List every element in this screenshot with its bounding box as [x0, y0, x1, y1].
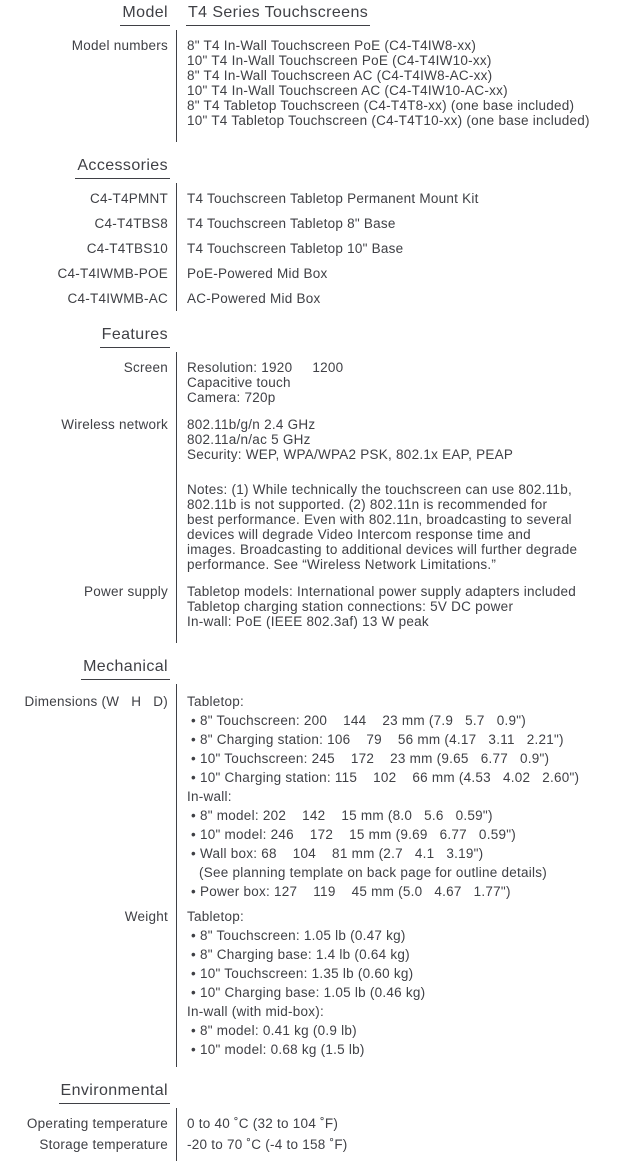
row-value — [176, 684, 641, 901]
section-header-model: Model — [120, 4, 170, 26]
section-header-accessories: Accessories — [75, 157, 170, 179]
row-accessory — [0, 211, 641, 236]
spec-line: Resolution: 1920 1200 — [187, 360, 344, 375]
spec-line: 8" T4 In-Wall Touchscreen PoE (C4-T4IW8-xx) — [187, 38, 477, 53]
spec-line: Tabletop models: International power supply adapters included — [187, 584, 576, 599]
spec-line: T4 Touchscreen Tabletop Permanent Mount Kit — [187, 191, 479, 206]
section-header-cell — [0, 658, 176, 680]
section-header-row — [0, 4, 641, 26]
section-header-row — [0, 658, 641, 680]
section-header-cell — [0, 157, 176, 179]
section-header-row — [0, 157, 641, 179]
spec-line: In-wall: — [187, 789, 232, 804]
spec-line: Tabletop charging station connections: 5V DC power — [187, 599, 514, 614]
row-label: Wireless network — [61, 417, 168, 432]
spec-line: • 8" Charging base: 1.4 lb (0.64 kg) — [187, 947, 410, 962]
row-value — [176, 411, 641, 578]
spec-line: 8" T4 In-Wall Touchscreen AC (C4-T4IW8-AC-xx) — [187, 68, 493, 83]
section-header-cell — [0, 326, 176, 348]
row-accessory — [0, 261, 641, 286]
row-label: Operating temperature — [26, 1116, 168, 1131]
spec-line: 802.11b is not supported. (2) 802.11n is recommended for — [187, 497, 548, 512]
spec-line: performance. See “Wireless Network Limitations.” — [187, 557, 497, 572]
spec-line: 10" T4 Tabletop Touchscreen (C4-T4T10-xx) (one base included) — [187, 113, 590, 128]
row-label: C4-T4TBS8 — [94, 216, 168, 231]
spec-line: In-wall (with mid-box): — [187, 1004, 325, 1019]
row-power-supply — [0, 578, 641, 643]
spec-line: Notes: (1) While technically the touchscreen can use 802.11b, — [187, 482, 572, 497]
row-label: Weight — [124, 909, 168, 924]
spec-line: • 10" model: 0.68 kg (1.5 lb) — [187, 1042, 365, 1057]
spec-line: devices will degrade Video Intercom response time and — [187, 527, 531, 542]
spec-line: -20 to 70 ˚C (-4 to 158 ˚F) — [187, 1137, 348, 1152]
spec-line: 8" T4 Tabletop Touchscreen (C4-T4T8-xx) (one base included) — [187, 98, 575, 113]
row-label: Screen — [123, 360, 168, 375]
row-value — [176, 578, 641, 643]
row-value — [176, 352, 641, 411]
row-wireless-network — [0, 411, 641, 578]
section-accessories — [0, 157, 641, 311]
row-value — [176, 183, 641, 211]
row-label: Storage temperature — [39, 1137, 168, 1152]
spec-line: 10" T4 In-Wall Touchscreen AC (C4-T4IW10-AC-xx) — [187, 83, 508, 98]
spec-line: T4 Touchscreen Tabletop 8" Base — [187, 216, 396, 231]
row-value — [176, 261, 641, 286]
spec-line: • 8" model: 202 142 15 mm (8.0 5.6 0.59") — [187, 808, 493, 823]
row-label: Model numbers — [71, 38, 168, 53]
spec-line: Tabletop: — [187, 909, 245, 924]
row-label: C4-T4TBS10 — [86, 241, 168, 256]
wireless-notes-paragraph — [187, 482, 641, 572]
row-accessory — [0, 286, 641, 311]
spec-line: Capacitive touch — [187, 375, 291, 390]
section-header-cell — [0, 4, 176, 26]
spec-line: PoE-Powered Mid Box — [187, 266, 328, 281]
spec-line: • 10" Touchscreen: 245 172 23 mm (9.65 6.77 0.9") — [187, 751, 550, 766]
spec-line: • 8" model: 0.41 kg (0.9 lb) — [187, 1023, 357, 1038]
section-header-features: Features — [100, 326, 170, 348]
row-value — [176, 901, 641, 1067]
row-model-numbers — [0, 30, 641, 142]
row-label: C4-T4IWMB-AC — [67, 291, 168, 306]
section-mechanical — [0, 658, 641, 1067]
row-dimensions — [0, 684, 641, 901]
spec-line: • Power box: 127 119 45 mm (5.0 4.67 1.77") — [187, 884, 511, 899]
row-weight — [0, 901, 641, 1067]
row-accessory — [0, 183, 641, 211]
spec-line: (See planning template on back page for outline details) — [187, 865, 547, 880]
spec-line: 802.11a/n/ac 5 GHz — [187, 432, 311, 447]
row-label: C4-T4PMNT — [89, 191, 168, 206]
spec-line: • 8" Charging station: 106 79 56 mm (4.17 3.11 2.21") — [187, 732, 564, 747]
section-model — [0, 4, 641, 142]
spec-line: In-wall: PoE (IEEE 802.3af) 13 W peak — [187, 614, 429, 629]
section-features — [0, 326, 641, 643]
spec-line: • 10" model: 246 172 15 mm (9.69 6.77 0.59") — [187, 827, 516, 842]
spec-line: • Wall box: 68 104 81 mm (2.7 4.1 3.19") — [187, 846, 484, 861]
row-label: Dimensions (W H D) — [24, 694, 168, 709]
section-header-row — [0, 1082, 641, 1104]
row-screen — [0, 352, 641, 411]
row-value — [176, 1134, 641, 1161]
spec-line: 10" T4 In-Wall Touchscreen PoE (C4-T4IW10-xx) — [187, 53, 492, 68]
row-value — [176, 1108, 641, 1134]
row-label: Power supply — [83, 584, 168, 599]
spec-line: Camera: 720p — [187, 390, 276, 405]
row-accessory — [0, 236, 641, 261]
row-storage-temperature — [0, 1134, 641, 1161]
section-header-environmental: Environmental — [59, 1082, 170, 1104]
section-header-cell — [0, 1082, 176, 1104]
spec-line: Security: WEP, WPA/WPA2 PSK, 802.1x EAP, PEAP — [187, 447, 514, 462]
spec-line: 0 to 40 ˚C (32 to 104 ˚F) — [187, 1116, 339, 1131]
spec-line: Tabletop: — [187, 694, 245, 709]
spec-line: 802.11b/g/n 2.4 GHz — [187, 417, 316, 432]
spec-line: • 10" Charging station: 115 102 66 mm (4.53 4.02 2.60") — [187, 770, 580, 785]
spec-line: • 10" Charging base: 1.05 lb (0.46 kg) — [187, 985, 426, 1000]
spec-line: T4 Touchscreen Tabletop 10" Base — [187, 241, 404, 256]
row-value — [176, 236, 641, 261]
row-value — [176, 286, 641, 311]
row-label: C4-T4IWMB-POE — [57, 266, 168, 281]
document-title-cell — [176, 4, 641, 26]
spec-line: • 8" Touchscreen: 1.05 lb (0.47 kg) — [187, 928, 406, 943]
spec-line: • 10" Touchscreen: 1.35 lb (0.60 kg) — [187, 966, 414, 981]
spec-line: AC-Powered Mid Box — [187, 291, 321, 306]
section-environmental — [0, 1082, 641, 1161]
row-value — [176, 211, 641, 236]
row-operating-temperature — [0, 1108, 641, 1134]
section-header-row — [0, 326, 641, 348]
spec-line: images. Broadcasting to additional devices will further degrade — [187, 542, 578, 557]
spec-line: best performance. Even with 802.11n, broadcasting to several — [187, 512, 572, 527]
section-header-mechanical: Mechanical — [81, 658, 170, 680]
spec-line: • 8" Touchscreen: 200 144 23 mm (7.9 5.7 0.9") — [187, 713, 526, 728]
document-title: T4 Series Touchscreens — [186, 4, 370, 26]
row-value — [176, 30, 641, 142]
